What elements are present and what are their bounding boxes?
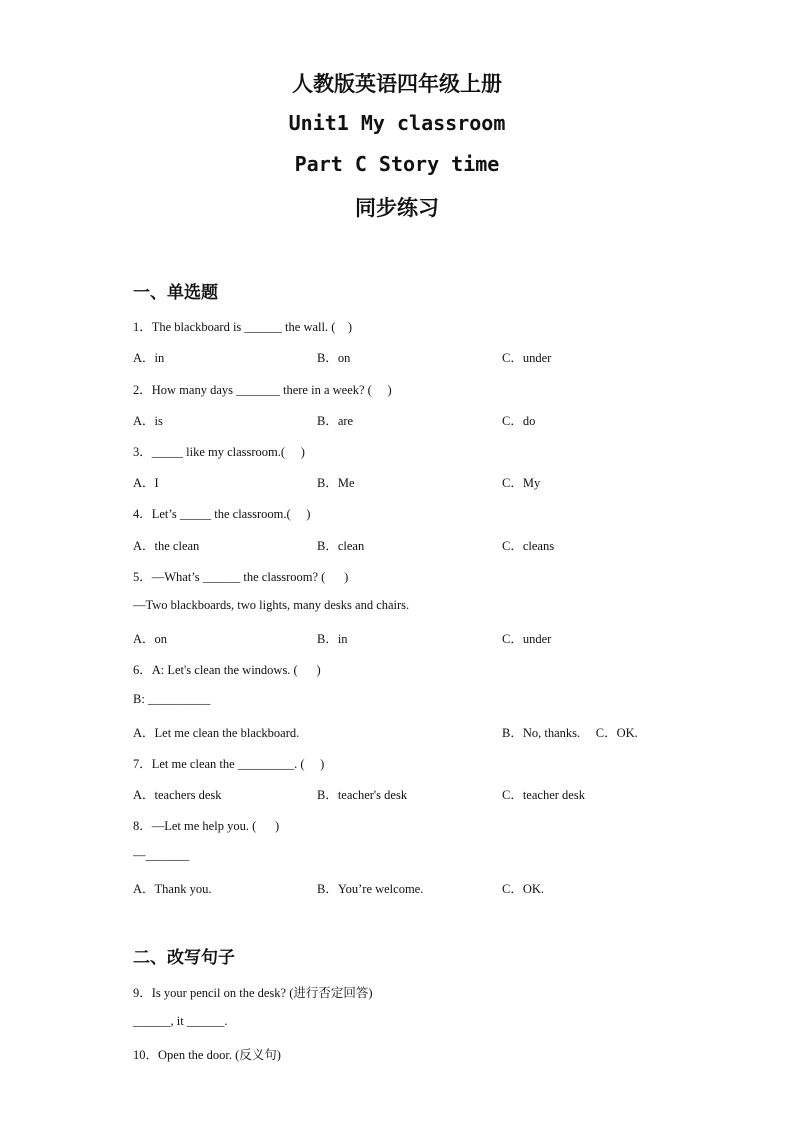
question-5-option-c: C．under (502, 632, 552, 646)
document-unit-title: Unit1 My classroom (288, 111, 506, 135)
question-7-option-b: B．teacher's desk (317, 788, 408, 802)
question-1-option-a: A．in (133, 351, 165, 365)
question-9-stem: 9．Is your pencil on the desk? (进行否定回答) (133, 986, 373, 1000)
question-3-option-b: B．Me (317, 476, 355, 490)
question-8-option-c: C．OK. (502, 882, 545, 896)
question-2-option-c: C．do (502, 414, 536, 428)
question-6-stem: 6．A: Let's clean the windows. ( ) (133, 663, 321, 677)
question-4-option-a: A．the clean (133, 539, 200, 553)
question-4-option-b: B．clean (317, 539, 365, 553)
question-2-option-b: B．are (317, 414, 354, 428)
question-4-stem: 4．Let’s _____ the classroom.( ) (133, 507, 311, 521)
question-6-option-a: A．Let me clean the blackboard. (133, 726, 300, 740)
question-3-stem: 3．_____ like my classroom.( ) (133, 445, 305, 459)
question-8-stem: 8．—Let me help you. ( ) (133, 819, 280, 833)
question-5-stem: 5．—What’s ______ the classroom? ( ) (133, 570, 349, 584)
question-6-option-b-c: B．No, thanks. C．OK. (502, 726, 638, 740)
question-6-dialogue-line: B: __________ (133, 692, 211, 706)
question-7-option-c: C．teacher desk (502, 788, 585, 802)
question-8-option-b: B．You’re welcome. (317, 882, 424, 896)
section-heading-single-choice: 一、单选题 (133, 283, 218, 302)
document-title-cn: 人教版英语四年级上册 (292, 72, 502, 96)
question-5-option-a: A．on (133, 632, 168, 646)
document-part-title: Part C Story time (294, 152, 500, 176)
question-2-option-a: A．is (133, 414, 163, 428)
question-3-option-a: A．I (133, 476, 159, 490)
question-8-dialogue-line: —_______ (133, 848, 190, 862)
question-7-option-a: A．teachers desk (133, 788, 222, 802)
question-1-stem: 1．The blackboard is ______ the wall. ( ) (133, 320, 353, 334)
document-subtitle: 同步练习 (355, 196, 439, 220)
question-2-stem: 2．How many days _______ there in a week? ( ) (133, 383, 392, 397)
question-3-option-c: C．My (502, 476, 541, 490)
question-10-stem: 10．Open the door. (反义句) (133, 1048, 281, 1062)
question-7-stem: 7．Let me clean the _________. ( ) (133, 757, 325, 771)
question-4-option-c: C．cleans (502, 539, 555, 553)
question-1-option-b: B．on (317, 351, 351, 365)
section-heading-rewrite: 二、改写句子 (133, 948, 235, 967)
question-5-dialogue-line: —Two blackboards, two lights, many desks and chairs. (133, 598, 410, 612)
question-5-option-b: B．in (317, 632, 348, 646)
question-1-option-c: C．under (502, 351, 552, 365)
question-8-option-a: A．Thank you. (133, 882, 212, 896)
question-9-answer-line: ______, it ______. (133, 1014, 228, 1028)
